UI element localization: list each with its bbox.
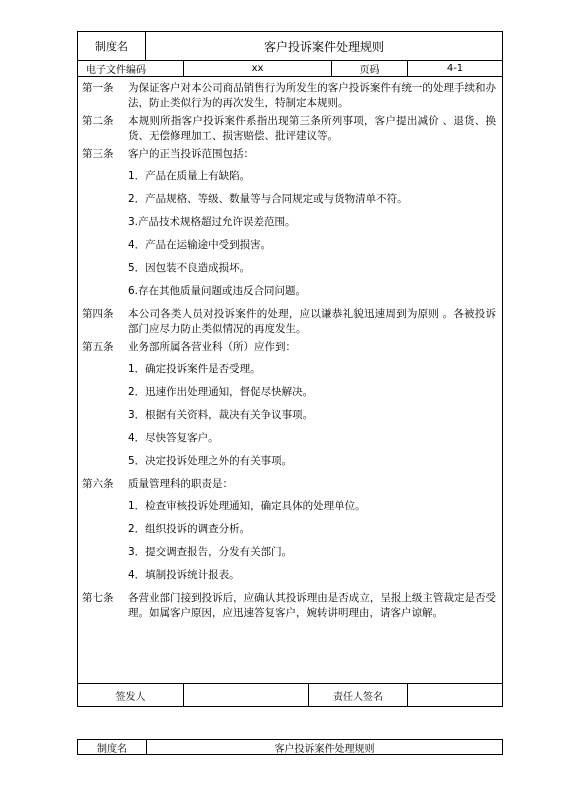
article-text: 本规则所指客户投诉案件系指出现第三条所列事项，客户提出减价 、退货、换货、无偿修理加工、损害赔偿、批评建议等。: [128, 115, 496, 142]
page-footer: [77, 739, 503, 755]
file-code-value: xx: [184, 61, 332, 76]
page-number-label: 页码: [332, 61, 408, 76]
regulation-body: [78, 77, 502, 684]
article-list-item: 2．组织投诉的调查分析。: [128, 523, 251, 535]
page-number-value: 4-1: [446, 63, 464, 74]
title-row: [78, 32, 502, 61]
issuer-label: 签发人: [78, 684, 184, 706]
article: [82, 477, 496, 492]
article-text: 为保证客户对本公司商品销售行为所发生的客户投诉案件有统一的处理手续和办法，防止类似行为的再次发生，特制定本规则。: [128, 82, 496, 109]
signature-row: [78, 684, 502, 706]
responsible-signature-label: 责任人签名: [309, 684, 408, 706]
article-list-item: 2．产品规格、等级、数量等与合同规定或与货物清单不符。: [128, 193, 408, 205]
article-text: 质量管理科的职责是：: [128, 478, 233, 490]
article-text: 业务部所属各营业科（所）应作到：: [128, 341, 296, 353]
article-text: 客户的正当投诉范围包括：: [128, 148, 254, 160]
article-list-item: 2．迅速作出处理通知，督促尽快解决。: [128, 386, 314, 398]
article: [82, 114, 496, 144]
article-list-item: 4．填制投诉统计报表。: [128, 569, 240, 581]
article-list-item: 4．产品在运输途中受到损害。: [128, 239, 272, 251]
article-number: 第七条: [82, 592, 114, 604]
article-list-item: 5．因包装不良造成损坏。: [128, 262, 251, 274]
code-row: [78, 61, 502, 77]
article: [82, 81, 496, 111]
article-number: 第一条: [82, 82, 114, 94]
article-text: 各营业部门接到投诉后，应确认其投诉理由是否成立，呈报上级主管裁定是否受理。如属客户原因，应迅速答复客户，婉转讲明理由，请客户谅解。: [128, 592, 496, 619]
file-code-label: 电子文件编码: [78, 61, 184, 76]
article: [82, 307, 496, 337]
article-list-item: 1．确定投诉案件是否受理。: [128, 363, 261, 375]
responsible-signature-field[interactable]: [408, 684, 502, 706]
article-number: 第二条: [82, 115, 114, 127]
article-list-item: 4．尽快答复客户。: [128, 432, 219, 444]
issuer-field[interactable]: [184, 684, 309, 706]
article: [82, 340, 496, 355]
article-list-item: 1．产品在质量上有缺陷。: [128, 170, 251, 182]
regulation-form: [77, 31, 503, 707]
article: [82, 147, 496, 162]
article-list-item: 1．检查审核投诉处理通知，确定具体的处理单位。: [128, 500, 366, 512]
footer-system-label: 制度名: [78, 740, 147, 754]
article-number: 第三条: [82, 148, 114, 160]
article-list-item: 6.存在其他质量问题或违反合同问题。: [128, 285, 307, 297]
article-text: 本公司各类人员对投诉案件的处理，应以谦恭礼貌迅速周到为原则 。各被投诉部门应尽力防止类似情况的再度发生。: [128, 308, 496, 335]
article-number: 第六条: [82, 478, 114, 490]
document-title: 客户投诉案件处理规则: [263, 39, 384, 54]
system-name-label: 制度名: [78, 32, 146, 60]
article-list-item: 5．决定投诉处理之外的有关事项。: [128, 455, 293, 467]
article-number: 第四条: [82, 308, 114, 320]
article: [82, 591, 496, 621]
footer-title: 客户投诉案件处理规则: [274, 743, 375, 755]
article-list-item: 3.产品技术规格超过允许误差范围。: [128, 216, 296, 228]
article-list-item: 3．提交调查报告，分发有关部门。: [128, 546, 293, 558]
article-list-item: 3．根据有关资料，裁决有关争议事项。: [128, 409, 314, 421]
article-number: 第五条: [82, 341, 114, 353]
